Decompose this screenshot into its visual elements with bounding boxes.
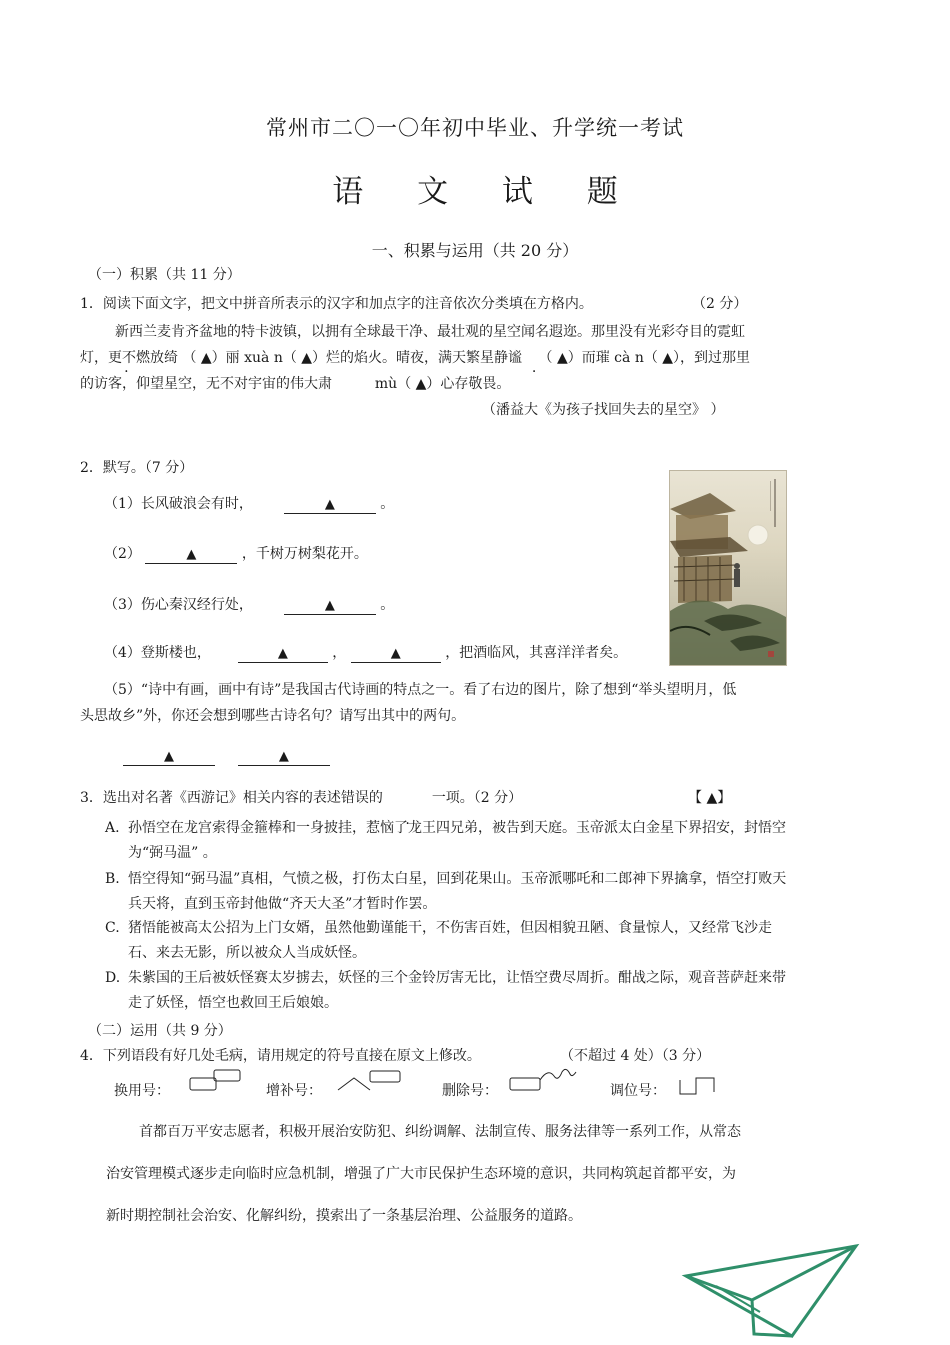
option-text: 朱紫国的王后被妖怪赛太岁掳去，妖怪的三个金铃厉害无比，让悟空费尽周折。酣战之际，观音菩萨赶来带走了妖怪，悟空也救回王后娘娘。 xyxy=(128,970,786,1011)
q2-item3 xyxy=(104,594,394,615)
q1-line2 xyxy=(80,347,750,367)
answer-mark: ▲ xyxy=(164,749,174,764)
q4-para-line3[interactable]: 新时期控制社会治安、化解纠纷，摸索出了一条基层治理、公益服务的道路。 xyxy=(106,1208,582,1224)
replace-symbol-icon xyxy=(188,1068,244,1094)
q2-item1 xyxy=(104,493,394,514)
option-label: C. xyxy=(105,920,120,936)
answer-mark: ▲ xyxy=(390,646,401,661)
option-text: 悟空得知“弼马温”真相，气愤之极，打伤太白星，回到花果山。玉帝派哪吒和二郎神下界擒拿，悟空打败天兵天将，直到玉帝封他做“齐天大圣”才暂时作罢。 xyxy=(128,871,787,912)
q4-para-line1[interactable]: 首都百万平安志愿者，积极开展治安防犯、纠纷调解、法制宣传、服务法律等一系列工作，从常态 xyxy=(139,1124,741,1140)
q1-text-b: （ ▲）丽 xuà n（ ▲）烂的焰火。晴夜，满天繁星静谧 xyxy=(182,350,523,366)
option-label: B. xyxy=(105,871,120,887)
q1-dot-mark xyxy=(527,350,539,366)
section-heading: 一、积累与运用（共 20 分） xyxy=(371,241,579,260)
q3-option-b[interactable] xyxy=(105,867,795,917)
q2-item5-line1: （5）“诗中有画，画中有诗”是我国古代诗画的特点之一。看了右边的图片，除了想到“举头望明月，低 xyxy=(104,682,737,698)
q1-line3 xyxy=(80,373,510,393)
q3-stem-a: 3．选出对名著《西游记》相关内容的表述错误的 xyxy=(80,790,383,806)
q2-item4-blank1[interactable] xyxy=(238,645,328,663)
q2-item1-pre: （1）长风破浪会有时， xyxy=(104,496,253,512)
q2-stem: 2．默写。（7 分） xyxy=(80,460,194,476)
q2-item5-answers xyxy=(123,748,330,766)
exam-title: 常州市二〇一〇年初中毕业、升学统一考试 xyxy=(266,116,684,140)
painting-illustration xyxy=(670,471,786,665)
q3-stem xyxy=(80,787,522,807)
q3-option-a[interactable] xyxy=(105,816,795,866)
q4-para-line2[interactable]: 治安管理模式逐步走向临时应急机制，增强了广大市民保护生态环境的意识，共同构筑起首都平安，为 xyxy=(106,1166,736,1182)
answer-mark: ▲ xyxy=(186,547,197,562)
q2-item4-pre: （4）登斯楼也， xyxy=(104,645,211,661)
q2-item4-blank2[interactable] xyxy=(351,645,441,663)
option-text: 猪悟能被高太公招为上门女婿，虽然他勤谨能干，不伤害百姓，但因相貌丑陋、食量惊人，又经常飞沙走石、来去无影，所以被众人当成妖怪。 xyxy=(128,920,772,961)
q3-option-c[interactable] xyxy=(105,916,795,966)
pavilion-moon-painting xyxy=(669,470,787,666)
q2-item3-post: 。 xyxy=(380,597,395,613)
q2-item2-pre: （2） xyxy=(104,546,141,562)
q1-score: （2 分） xyxy=(692,296,748,312)
q3-answer-bracket[interactable]: 【 ▲】 xyxy=(688,790,732,806)
symbol-delete-label: 删除号： xyxy=(442,1083,498,1099)
q3-stem-b: 一项。（2 分） xyxy=(431,790,523,806)
q1-source: （潘益大《为孩子找回失去的星空》 ） xyxy=(482,402,725,418)
q3-option-d[interactable] xyxy=(105,966,795,1016)
option-label: A. xyxy=(105,820,120,836)
q2-item5-blank2[interactable] xyxy=(238,748,330,766)
subject-title: 语 文 试 题 xyxy=(332,174,640,210)
q1-line1: 新西兰麦肯齐盆地的特卡波镇，以拥有全球最干净、最壮观的星空闻名遐迩。那里没有光彩夺目的霓虹 xyxy=(115,324,745,340)
q2-item1-post: 。 xyxy=(380,496,395,512)
part1-heading: （一）积累（共 11 分） xyxy=(88,267,241,283)
q2-item2-blank[interactable] xyxy=(145,546,237,564)
q2-item4-post: ，把酒临风，其喜洋洋者矣。 xyxy=(445,645,628,661)
option-text: 孙悟空在龙宫索得金箍棒和一身披挂，惹恼了龙王四兄弟，被告到天庭。玉帝派太白金星下界招安，封悟空为“弼马温” 。 xyxy=(128,820,786,861)
delete-symbol-icon xyxy=(508,1066,578,1094)
symbol-transpose-label: 调位号： xyxy=(610,1083,666,1099)
q4-limit: （不超过 4 处）（3 分） xyxy=(560,1048,711,1064)
q2-item3-pre: （3）伤心秦汉经行处， xyxy=(104,597,253,613)
transpose-symbol-icon xyxy=(676,1074,720,1098)
q1-text-c: （ ▲）而璀 cà n（ ▲），到过那里 xyxy=(538,350,751,366)
q2-item4 xyxy=(104,642,627,663)
symbol-insert-label: 增补号： xyxy=(266,1083,322,1099)
q2-item3-blank[interactable] xyxy=(284,597,376,615)
q4-stem: 4．下列语段有好几处毛病，请用规定的符号直接在原文上修改。 xyxy=(80,1048,481,1064)
part2-heading: （二）运用（共 9 分） xyxy=(88,1023,232,1039)
answer-mark: ▲ xyxy=(324,497,335,512)
q1-text-e: mù（ ▲）心存敬畏。 xyxy=(374,376,511,392)
q2-item5-blank1[interactable] xyxy=(123,748,215,766)
q2-item2 xyxy=(104,543,368,564)
q1-stem: 1．阅读下面文字，把文中拼音所表示的汉字和加点字的注音依次分类填在方格内。 xyxy=(80,296,593,312)
q2-item2-post: ，千树万树梨花开。 xyxy=(241,546,368,562)
answer-mark: ▲ xyxy=(324,598,335,613)
option-label: D. xyxy=(105,970,121,986)
paper-plane-watermark-icon xyxy=(680,1240,860,1340)
insert-symbol-icon xyxy=(336,1068,402,1094)
q2-item5-line2: 头思故乡”外，你还会想到哪些古诗名句？请写出其中的两句。 xyxy=(80,708,466,724)
q1-text-d: 的访客，仰望星空，无不对宇宙的伟大肃 xyxy=(80,376,332,392)
symbol-replace-label: 换用号： xyxy=(114,1083,170,1099)
q2-item1-blank[interactable] xyxy=(284,496,376,514)
q2-item4-mid: ， xyxy=(332,645,347,661)
answer-mark: ▲ xyxy=(278,749,289,764)
answer-mark: ▲ xyxy=(277,646,288,661)
q1-text-a: 灯，更不燃放绮 . xyxy=(80,350,178,366)
